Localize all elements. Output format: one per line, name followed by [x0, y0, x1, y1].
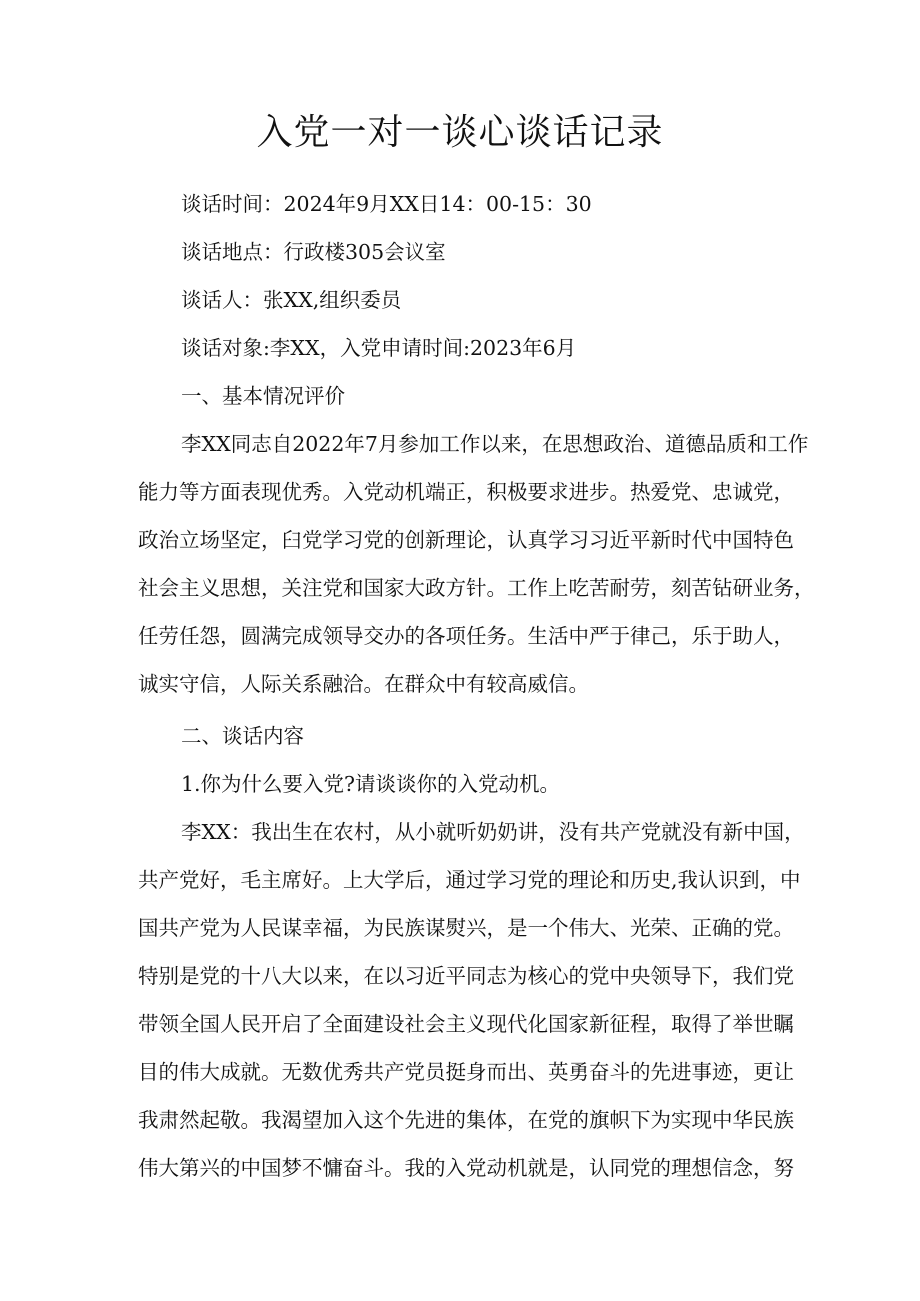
- section1-line: 任劳任怨，圆满完成领导交办的各项任务。生活中严于律己，乐于助人，: [138, 624, 794, 648]
- meta-time: 谈话时间：2024年9月XX日14：00-15：30: [181, 192, 592, 216]
- answer-line: 李XX：我出生在农村，从小就听奶奶讲，没有共产党就没有新中国，: [181, 820, 805, 844]
- answer-line: 伟大第兴的中国梦不慵奋斗。我的入党动机就是，认同党的理想信念，努: [138, 1156, 794, 1180]
- section1-line: 李XX同志自2022年7月参加工作以来，在思想政治、道德品质和工作: [181, 432, 809, 456]
- answer-line: 带领全国人民开启了全面建设社会主义现代化国家新征程，取得了举世瞩: [138, 1012, 794, 1036]
- answer-line: 共产党好，毛主席好。上大学后，通过学习党的理论和历史,我认识到，中: [138, 868, 801, 892]
- section1-line: 社会主义思想，关注党和国家大政方针。工作上吃苦耐劳，刻苦钻研业务，: [138, 576, 815, 600]
- answer-line: 目的伟大成就。无数优秀共产党员挺身而出、英勇奋斗的先进事迹，更让: [138, 1060, 794, 1084]
- section2-heading: 二、谈话内容: [181, 724, 304, 748]
- answer-line: 我肃然起敬。我渴望加入这个先进的集体，在党的旗帜下为实现中华民族: [138, 1108, 794, 1132]
- section1-heading: 一、基本情况评价: [181, 384, 345, 408]
- section1-line: 能力等方面表现优秀。入党动机端正，积极要求进步。热爱党、忠诚党，: [138, 480, 794, 504]
- section1-line: 政治立场坚定，臼党学习党的创新理论，认真学习习近平新时代中国特色: [138, 528, 794, 552]
- document-title: 入党一对一谈心谈话记录: [256, 112, 664, 153]
- meta-interviewer: 谈话人：张XX,组织委员: [181, 288, 402, 312]
- answer-line: 特别是党的十八大以来，在以习近平同志为核心的党中央领导下，我们党: [138, 964, 794, 988]
- answer-line: 国共产党为人民谋幸福，为民族谋熨兴，是一个伟大、光荣、正确的党。: [138, 916, 794, 940]
- section1-line: 诚实守信，人际关系融洽。在群众中有较高威信。: [138, 672, 589, 696]
- meta-interviewee: 谈话对象:李XX，入党申请时间:2023年6月: [181, 336, 577, 360]
- question-1: 1.你为什么要入党?请谈谈你的入党动机。: [181, 772, 561, 796]
- meta-location: 谈话地点：行政楼305会议室: [181, 240, 446, 264]
